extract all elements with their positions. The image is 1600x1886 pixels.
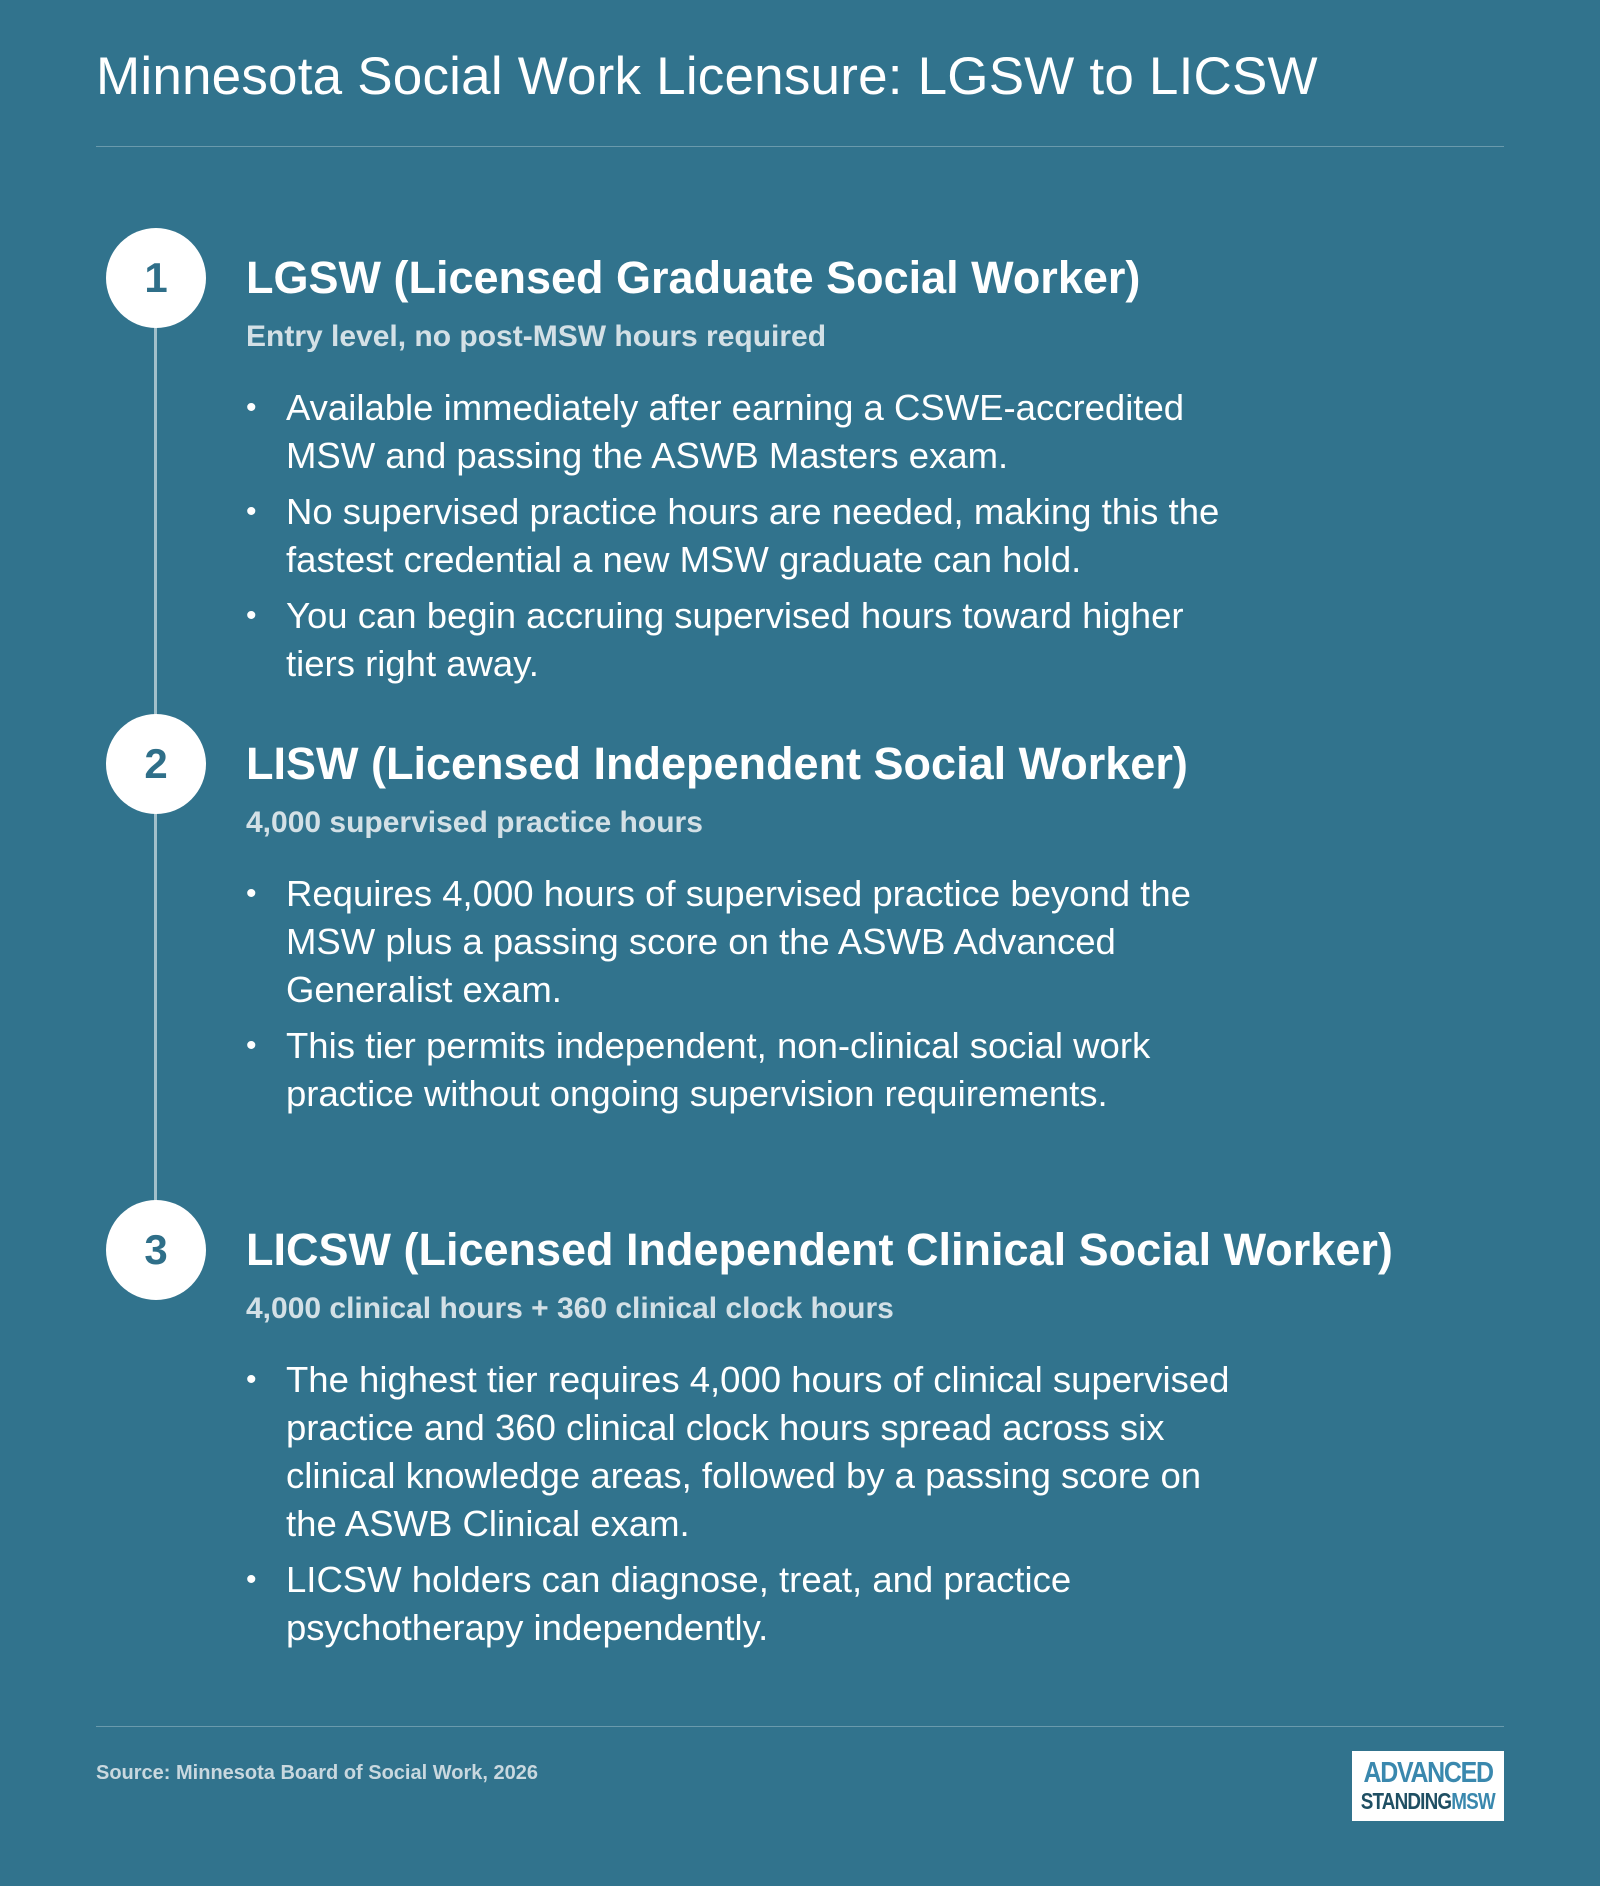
header-divider — [96, 146, 1504, 147]
bullet-item: • The highest tier requires 4,000 hours of clinical supervised practice and 360 clinical clock hours spread across six clinical knowledge areas, followed by a passing score on the ASWB Clinical exam. — [246, 1356, 1256, 1548]
logo-line1: ADVANCED — [1363, 1757, 1493, 1789]
page-title: Minnesota Social Work Licensure: LGSW to LICSW — [96, 47, 1318, 106]
bullet-item: • Requires 4,000 hours of supervised practice beyond the MSW plus a passing score on the ASWB Advanced Generalist exam. — [246, 870, 1256, 1014]
step-title: LISW (Licensed Independent Social Worker) — [246, 738, 1188, 789]
bullet-item: • This tier permits independent, non-clinical social work practice without ongoing supervision requirements. — [246, 1022, 1256, 1118]
step-number-circle: 1 — [106, 228, 206, 328]
logo-line2-standing: STANDING — [1360, 1788, 1452, 1814]
bullet-list — [246, 384, 1256, 696]
step-subtitle: Entry level, no post-MSW hours required — [246, 320, 827, 353]
step-number-circle: 3 — [106, 1200, 206, 1300]
footer-divider — [96, 1726, 1504, 1727]
step-subtitle: 4,000 clinical hours + 360 clinical clock hours — [246, 1292, 894, 1325]
step-title: LGSW (Licensed Graduate Social Worker) — [246, 252, 1141, 303]
bullet-list — [246, 870, 1256, 1126]
logo-line2 — [1361, 1790, 1495, 1813]
step-subtitle: 4,000 supervised practice hours — [246, 806, 703, 839]
step-title: LICSW (Licensed Independent Clinical Social Worker) — [246, 1224, 1393, 1275]
bullet-item: • No supervised practice hours are needed, making this the fastest credential a new MSW graduate can hold. — [246, 488, 1256, 584]
logo-line2-msw: MSW — [1451, 1788, 1496, 1814]
source-citation: Source: Minnesota Board of Social Work, 2026 — [96, 1762, 538, 1784]
step-number-circle: 2 — [106, 714, 206, 814]
bullet-item: • LICSW holders can diagnose, treat, and practice psychotherapy independently. — [246, 1556, 1256, 1652]
advanced-standing-msw-logo — [1352, 1751, 1504, 1821]
bullet-list — [246, 1356, 1256, 1660]
bullet-item: • You can begin accruing supervised hours toward higher tiers right away. — [246, 592, 1256, 688]
bullet-item: • Available immediately after earning a CSWE-accredited MSW and passing the ASWB Masters exam. — [246, 384, 1256, 480]
